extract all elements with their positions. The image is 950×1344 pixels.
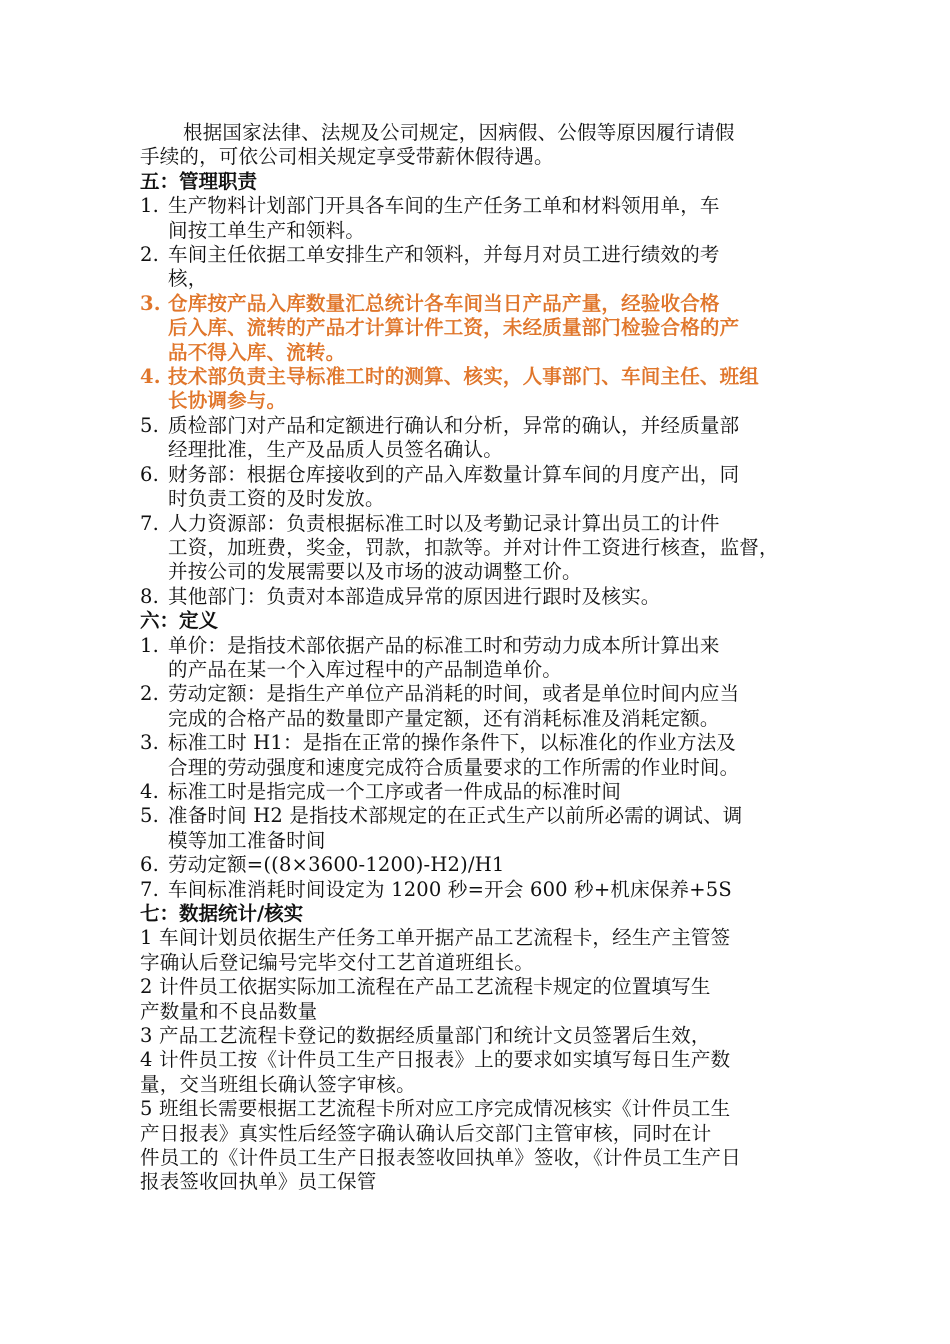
list-item-number: 3. (140, 291, 161, 315)
text-line: 核， (168, 267, 208, 291)
text-line: 经理批准，生产及品质人员签名确认。 (168, 438, 503, 462)
list-item (140, 512, 820, 585)
list-item-text (168, 194, 820, 243)
definitions-list (140, 634, 820, 902)
list-item (140, 878, 820, 902)
list-item (140, 682, 820, 731)
list-item-number: 6. (140, 462, 160, 486)
list-item-number: 1. (140, 194, 160, 218)
text-line: 4 计件员工按《计件员工生产日报表》上的要求如实填写每日生产数 (140, 1048, 731, 1072)
text-line: 标准工时是指完成一个工序或者一件成品的标准时间 (168, 779, 622, 803)
text-line: 时负责工资的及时发放。 (168, 487, 385, 511)
list-item-text (168, 731, 820, 780)
list-item-number: 4. (140, 365, 161, 389)
list-item-text (168, 634, 820, 683)
list-item (140, 194, 820, 243)
text-line: 质检部门对产品和定额进行确认和分析，异常的确认，并经质量部 (168, 413, 740, 437)
text-line: 5 班组长需要根据工艺流程卡所对应工序完成情况核实《计件员工生 (140, 1097, 731, 1121)
statistics-paragraph (140, 1024, 820, 1048)
text-line: 量，交当班组长确认签字审核。 (140, 1072, 416, 1096)
text-line: 人力资源部：负责根据标准工时以及考勤记录计算出员工的计件 (168, 511, 720, 535)
statistics-paragraph (140, 926, 820, 975)
text-line: 产数量和不良品数量 (140, 999, 318, 1023)
text-line: 仓库按产品入库数量汇总统计各车间当日产品产量，经验收合格 (168, 291, 720, 315)
text-line: 模等加工准备时间 (168, 828, 326, 852)
intro-paragraph (140, 121, 820, 170)
list-item-number: 5. (140, 804, 160, 828)
text-line: 劳动定额=((8×3600-1200)-H2)/H1 (168, 853, 505, 877)
list-item-text (168, 414, 820, 463)
text-line: 技术部负责主导标准工时的测算、核实，人事部门、车间主任、班组 (168, 365, 760, 389)
management-list (140, 194, 820, 609)
list-item-text (168, 292, 820, 365)
document-content (140, 121, 820, 1195)
list-item (140, 804, 820, 853)
text-line: 长协调参与。 (168, 389, 287, 413)
text-line: 件员工的《计件员工生产日报表签收回执单》签收，《计件员工生产日 (140, 1146, 741, 1170)
list-item-number: 2. (140, 682, 160, 706)
text-line: 品不得入库、流转。 (168, 340, 346, 364)
list-item-text (168, 804, 820, 853)
text-line: 完成的合格产品的数量即产量定额，还有消耗标准及消耗定额。 (168, 706, 720, 730)
list-item (140, 365, 820, 414)
intro-line: 根据国家法律、法规及公司规定，因病假、公假等原因履行请假 (183, 121, 735, 144)
list-item-text (168, 243, 820, 292)
text-line: 字确认后登记编号完毕交付工艺首道班组长。 (140, 950, 535, 974)
list-item (140, 731, 820, 780)
section-heading-definitions: 六：定义 (140, 609, 219, 633)
list-item (140, 463, 820, 512)
list-item-text (168, 365, 820, 414)
intro-line: 手续的，可依公司相关规定享受带薪休假待遇。 (140, 145, 554, 169)
text-line: 劳动定额：是指生产单位产品消耗的时间，或者是单位时间内应当 (168, 682, 740, 706)
text-line: 车间主任依据工单安排生产和领料，并每月对员工进行绩效的考 (168, 243, 720, 267)
text-line: 报表签收回执单》员工保管 (140, 1170, 377, 1194)
list-item-number: 1. (140, 633, 160, 657)
list-item-text (168, 585, 820, 609)
list-item-number: 3. (140, 731, 160, 755)
list-item (140, 780, 820, 804)
list-item-number: 7. (140, 877, 160, 901)
list-item-text (168, 512, 820, 585)
list-item (140, 243, 820, 292)
list-item (140, 292, 820, 365)
text-line: 生产物料计划部门开具各车间的生产任务工单和材料领用单，车 (168, 194, 720, 218)
list-item-text (168, 463, 820, 512)
text-line: 车间标准消耗时间设定为 1200 秒=开会 600 秒+机床保养+5S (168, 877, 732, 901)
statistics-paragraph (140, 1048, 820, 1097)
list-item-text (168, 780, 820, 804)
text-line: 准备时间 H2 是指技术部规定的在正式生产以前所必需的调试、调 (168, 804, 743, 828)
list-item-number: 4. (140, 779, 160, 803)
text-line: 3 产品工艺流程卡登记的数据经质量部门和统计文员签署后生效， (140, 1024, 711, 1048)
text-line: 的产品在某一个入库过程中的产品制造单价。 (168, 657, 563, 681)
section-heading-management: 五：管理职责 (140, 169, 258, 193)
text-line: 后入库、流转的产品才计算计件工资，未经质量部门检验合格的产 (168, 316, 740, 340)
list-item-text (168, 682, 820, 731)
text-line: 其他部门：负责对本部造成异常的原因进行跟时及核实。 (168, 584, 661, 608)
statistics-paragraph (140, 975, 820, 1024)
text-line: 2 计件员工依据实际加工流程在产品工艺流程卡规定的位置填写生 (140, 975, 711, 999)
list-item (140, 585, 820, 609)
list-item (140, 414, 820, 463)
list-item-number: 8. (140, 584, 160, 608)
section-heading-statistics: 七：数据统计/核实 (140, 902, 304, 925)
text-line: 1 车间计划员依据生产任务工单开据产品工艺流程卡，经生产主管签 (140, 926, 731, 950)
statistics-paragraph (140, 1097, 820, 1195)
statistics-paragraphs (140, 926, 820, 1194)
list-item (140, 853, 820, 877)
text-line: 产日报表》真实性后经签字确认确认后交部门主管审核，同时在计 (140, 1121, 712, 1145)
text-line: 并按公司的发展需要以及市场的波动调整工价。 (168, 560, 582, 584)
list-item-text (168, 853, 820, 877)
text-line: 单价：是指技术部依据产品的标准工时和劳动力成本所计算出来 (168, 633, 720, 657)
text-line: 标准工时 H1：是指在正常的操作条件下，以标准化的作业方法及 (168, 731, 737, 755)
list-item-number: 2. (140, 243, 160, 267)
list-item (140, 634, 820, 683)
text-line: 工资，加班费，奖金，罚款，扣款等。并对计件工资进行核查，监督， (168, 535, 779, 559)
text-line: 财务部：根据仓库接收到的产品入库数量计算车间的月度产出，同 (168, 462, 740, 486)
list-item-number: 6. (140, 853, 160, 877)
list-item-number: 7. (140, 511, 160, 535)
text-line: 间按工单生产和领料。 (168, 218, 366, 242)
list-item-number: 5. (140, 413, 160, 437)
list-item-text (168, 878, 820, 902)
text-line: 合理的劳动强度和速度完成符合质量要求的工作所需的作业时间。 (168, 755, 740, 779)
